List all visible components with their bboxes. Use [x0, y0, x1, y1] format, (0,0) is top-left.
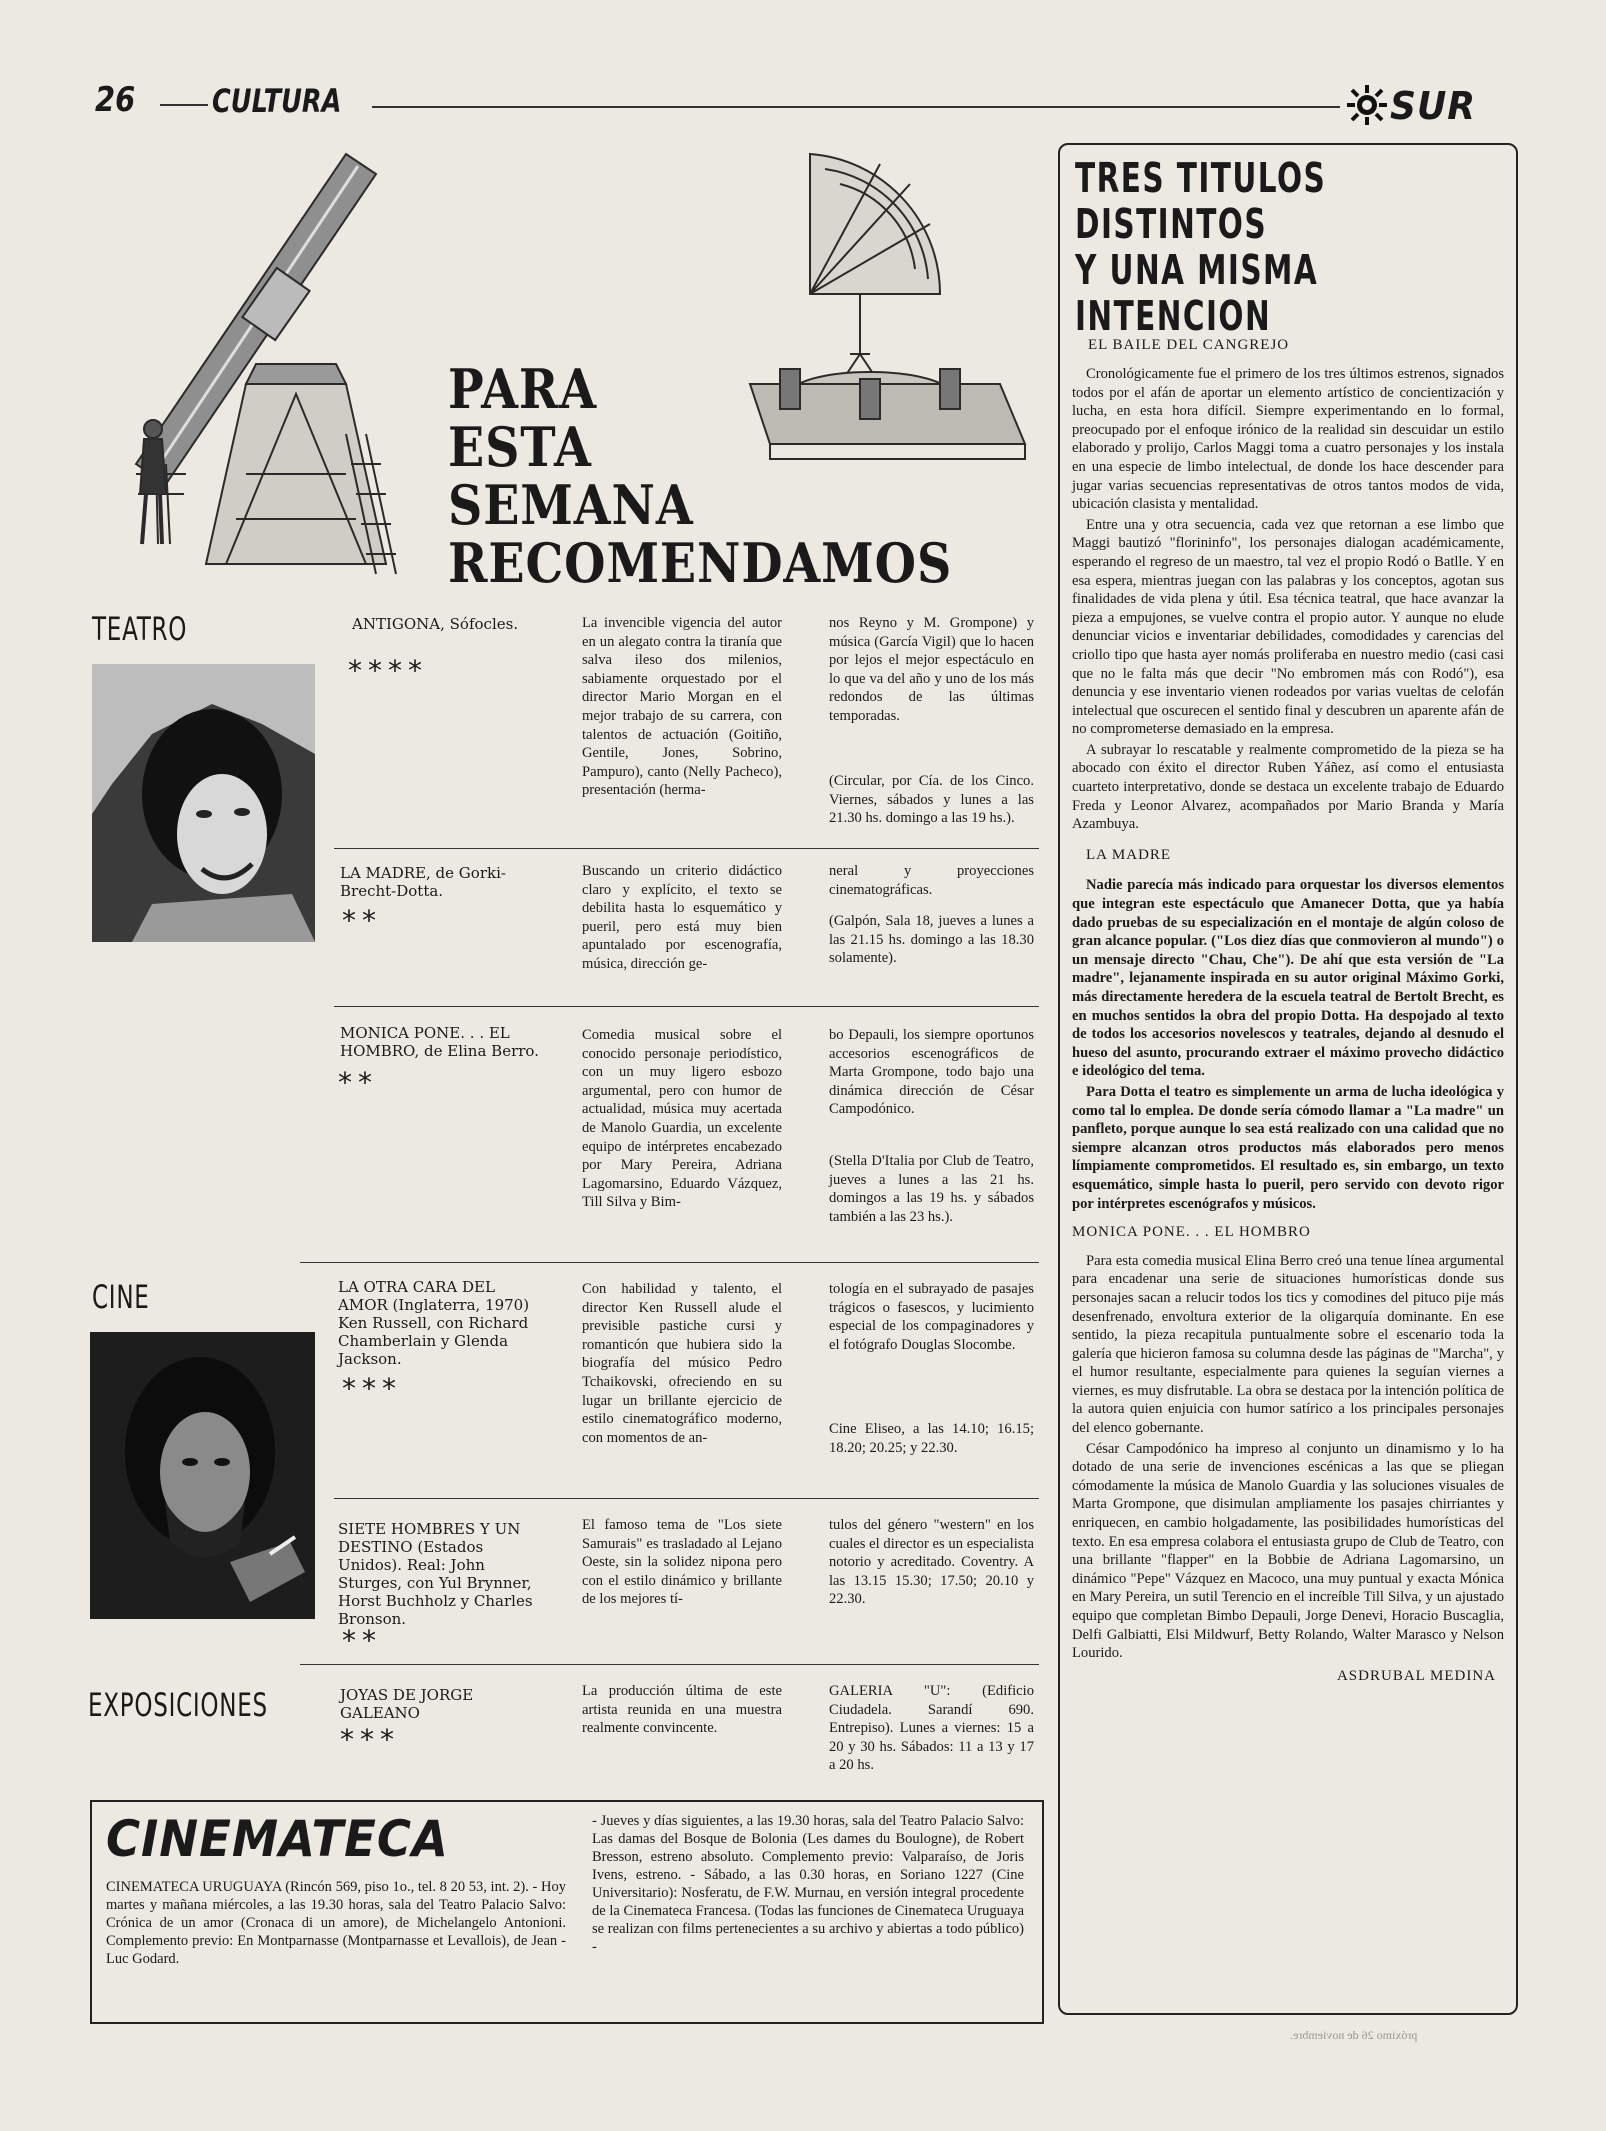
article-paragraph: Cronológicamente fue el primero de los tres últimos estrenos, signados todos por el afán de aportar un elemento artístico de concientización y lucha, en esta hora difícil. Siempre experimentando en lo formal, preocupado por el enfoque irónico de la realidad sin descuidar un estilo elaborado y prolijo, Carlos Maggi toma a cuatro personajes y los instala en una especie de limbo intelectual, de donde los hace descender para jugar varias secuencias representativas de otros tantos modos de vida, ubicación clasista y mentalidad.	[1072, 366, 1504, 513]
listing-title: LA MADRE, de Gorki-Brecht-Dotta.	[340, 864, 506, 900]
article-signature: ASDRUBAL MEDINA	[1336, 1667, 1496, 1684]
actress-photo	[92, 664, 315, 942]
article-box	[1058, 143, 1518, 2015]
listing-review-cont: bo Depauli, los siempre oportunos accesorios escenográficos de Marta Grompone, todo bajo una dinámica dirección de César Campodónico.	[829, 1027, 1034, 1118]
row-divider	[334, 1006, 1039, 1007]
listing-review-cont: tulos del género "western" en los cuales el director es un especialista notorio y acreditado. Coventry. A las 13.15 15.30; 17.50; 20.10 y 22.30.	[829, 1517, 1034, 1608]
header-rule	[372, 106, 1340, 108]
headline-line: PARA	[448, 357, 598, 421]
article-paragraph: Entre una y otra secuencia, cada vez que retornan a ese limbo que Maggi bautizó "florininfo", los personajes dialogan académicamente, esperando el regreso de un maestro, tal vez el propio Rodó o Batlle. Y en esa espera, mientras juegan con las palabras y los conceptos, agotan sus finalidades de vida plena y útil. Esa técnica teatral, que hace avanzar la pieza a empujones, se vuelve contra el propio autor. Y aunque no elude denunciar vicios e inventariar debilidades, comodidades y carencias del criollo tipo que hasta ayer nomás proliferaba en nuestro medio (casi casi que no le falta más que decir "No embromen más con Rodó"), esa denuncia y ese inventario vienen rodeados por varias vueltas de celofán intelectual que oscurecen el sentido final y descubren un aparente afán de no comprometerse demasiado en la empresa.	[1072, 516, 1504, 738]
listing-venue: Cine Eliseo, a las 14.10; 16.15; 18.20; 20.25; y 22.30.	[829, 1421, 1034, 1456]
listing-review: Buscando un criterio didáctico claro y explícito, el texto se debilita hasta lo esquemático y pueril, pero está muy bien apuntalado por escenografía, música, dirección ge-	[582, 863, 782, 972]
rating-stars: **	[338, 1066, 378, 1099]
listing-title: LA OTRA CARA DEL AMOR (Inglaterra, 1970) Ken Russell, con Richard Chamberlain y Glenda Jackson.	[338, 1278, 530, 1368]
rating-stars: **	[342, 904, 382, 937]
telescope-illustration	[96, 134, 406, 584]
row-divider	[334, 848, 1039, 849]
sun-logo-icon	[1346, 84, 1388, 126]
rating-stars: ****	[348, 654, 428, 687]
cinemateca-right: - Jueves y días siguientes, a las 19.30 horas, sala del Teatro Palacio Salvo: Las damas del Bosque de Bolonia (Les dames du Boulogne), de Robert Bresson, estreno absoluto. Complemento previo: Valparaíso, de Joris Ivens, estreno. - Sábado, a las 0.30 horas, en Soriano 1227 (Cine Universitario): Nosferatu, de F.W. Murnau, en versión integral procedente de la Cinemateca Francesa. (Todas las funciones de Cinemateca Uruguaya se realizan con films pertenecientes a su archivo y abiertas a todo público) -	[592, 1813, 1024, 1955]
listing-review: Comedia musical sobre el conocido personaje periodístico, con un muy ligero esbozo argumental, pero con humor de actualidad, música muy acertada de Manolo Guardia, un excelente equipo de intérpretes encabezado por Mary Pereira, Adriana Lagomarsino, Eduardo Vázquez, Till Silva y Bim-	[582, 1027, 782, 1211]
row-divider	[300, 1262, 1039, 1263]
article-subhead: EL BAILE DEL CANGREJO	[1088, 337, 1290, 353]
listing-review: El famoso tema de "Los siete Samurais" es trasladado al Lejano Oeste, sin la solidez nipona pero con el estilo dinámico y brillante de los mejores tí-	[582, 1517, 782, 1608]
listing-review: La producción última de este artista reunida en una muestra realmente convincente.	[582, 1683, 782, 1737]
rating-stars: ***	[340, 1723, 400, 1756]
listing-review: Con habilidad y talento, el director Ken Russell alude el previsible pastiche cursi y romanticón que hubiera sido la biografía del músico Pedro Tchaikovski, ofreciendo en su lugar un brillante ejercicio de estilo cinematográfico moderno, con momentos de an-	[582, 1281, 782, 1446]
cinemateca-title: CINEMATECA	[106, 1810, 449, 1868]
rating-stars: **	[342, 1624, 382, 1657]
article-paragraph: Para Dotta el teatro es simplemente un arma de lucha ideológica y como tal lo emplea. De donde sería cómodo llamar a "La madre" un panfleto, porque aunque lo sea está realizado con una calidad que no siempre alcanzan otros productos más elaborados pero menos límpiamente comprometidos. El resultado es, sin embargo, un texto esquemático, simple hasta lo pueril, pero servido con devoto rigor por intérpretes escenógrafos y músicos.	[1072, 1083, 1504, 1212]
listing-review-cont: nos Reyno y M. Grompone) y música (García Vigil) que lo hacen por lejos el mejor espectáculo en lo que va del año y uno de los más redondos de las últimas temporadas.	[829, 615, 1034, 724]
article-title-line: TRES TITULOS	[1075, 154, 1327, 202]
listing-title: JOYAS DE JORGE GALEANO	[340, 1686, 474, 1722]
article-paragraph: César Campodónico ha impreso al conjunto un dinamismo y lo ha dotado de una serie de invenciones escénicas a las que se pliegan cómodamente la música de Manolo Guardia y las soluciones visuales de Marta Grompone, que disimulan ampliamente los pasajes chirriantes y enriquecen, en cambio holgadamente, las posibilidades humorísticas del texto. En esa empresa colabora el entusiasta grupo de Club de Teatro, con una brillante "flapper" en la Bobbie de Adriana Lagomarsino, un dinámico "Pepe" Vázquez en Macoco, una muy puntual y exacta Mónica en Mary Pereira, un sutil Terencio en el increíble Till Silva, y un ajustado equipo que completan Bimbo Depauli, Jorge Denevi, Horacio Buscaglia, Delfi Galbiatti, Elsi Mildwurf, Betty Rolando, Walter Marasco y Nelson Lourido.	[1072, 1440, 1504, 1662]
article-paragraph: Para esta comedia musical Elina Berro creó una tenue línea argumental para encadenar una serie de situaciones humorísticas donde sus personajes sacan a relucir todos los tics y comodines del pituco pije más desenfrenado, envoltura exterior de la oligarquía dominante. En ese sentido, la pieza recapitula puntualmente sobre el escenario toda la galería que hicieron famosa su columna desde las páginas de "Marcha", y el humor resultante, especialmente para quienes la seguían viernes a viernes, es muy disfrutable. La obra se destaca por la intención política de la autora quien enjuicia con humor satírico a los principales personajes del elenco gobernante.	[1072, 1252, 1504, 1437]
listing-venue: (Galpón, Sala 18, jueves a lunes a las 21.15 hs. domingo a las 18.30 solamente).	[829, 913, 1034, 967]
article-paragraph: Nadie parecía más indicado para orquestar los diversos elementos que integran este espectáculo que Amanecer Dotta, que ya había dado pruebas de su especialización en el montaje de algún coloso de gran alcance popular. ("Los diez días que conmovieron al mundo") o un mensaje directo "Chau, Che"). De ahí que esta versión de "La madre", lejanamente inspirada en su autor original Máximo Gorki, más directamente heredera de la escuela teatral de Bertolt Brecht, es en muchos sentidos la obra del propio Dotta. Ha despojado al texto de todos los accesorios novelescos y teatrales, dejando al desnudo el hueso del asunto, procurando extraer el máximo provecho didáctico e ideológico del tema.	[1072, 877, 1504, 1080]
article-body	[1072, 365, 1504, 1685]
article-title-line: DISTINTOS	[1075, 200, 1268, 248]
article-title-line: INTENCION	[1075, 292, 1272, 340]
actor-photo	[90, 1332, 315, 1619]
article-subhead: LA MADRE	[1086, 846, 1172, 863]
cinemateca-box	[90, 1800, 1044, 2024]
listing-title: MONICA PONE. . . EL HOMBRO, de Elina Berro.	[340, 1024, 539, 1060]
brand-logo: SUR	[1390, 84, 1476, 128]
article-paragraph: A subrayar lo rescatable y realmente comprometido de la pieza se ha abocado con éxito el director Ruben Yáñez, así como el entusiasta cuarteto interpretativo, donde se destaca un excelente trabajo de Eduardo Freda y Leonor Alvarez, acompañados por Mario Branda y María Azambuya.	[1072, 741, 1504, 833]
listing-title: ANTIGONA, Sófocles.	[352, 615, 519, 633]
article-subhead: MONICA PONE. . . EL HOMBRO	[1072, 1224, 1311, 1241]
section-title: CULTURA	[212, 82, 342, 120]
article-title-line: Y UNA MISMA	[1075, 246, 1319, 294]
rating-stars: ***	[342, 1372, 402, 1405]
category-cine: CINE	[92, 1278, 150, 1316]
headline-line: ESTA	[448, 415, 592, 479]
listing-title: SIETE HOMBRES Y UN DESTINO (Estados Unidos). Real: John Sturges, con Yul Brynner, Horst Buchholz y Charles Bronson.	[338, 1520, 533, 1628]
headline-line: SEMANA	[448, 473, 694, 537]
listing-review: La invencible vigencia del autor en un alegato contra la tiranía que salva ileso dos milenios, sabiamente orquestado por el director Mario Morgan en el mejor trabajo de su carrera, con talentos de actuación (Goitiño, Gentile, Jones, Sobrino, Pampuro), canto (Nelly Pacheco), presentación (herma-	[582, 615, 782, 799]
listing-review-cont: neral y proyecciones cinematográficas.	[829, 863, 1034, 898]
category-exposiciones: EXPOSICIONES	[88, 1686, 268, 1724]
listing-venue: GALERIA "U": (Edificio Ciudadela. Sarandí 690. Entrepiso). Lunes a viernes: 15 a 20 y 30 hs. Sábados: 11 a 13 y 17 a 20 hs.	[829, 1683, 1034, 1774]
category-teatro: TEATRO	[92, 610, 188, 648]
listing-review-cont: tología en el subrayado de pasajes trágicos o fasescos, y lucimiento especial de los compaginadores y el fotógrafo Douglas Slocombe.	[829, 1281, 1034, 1353]
footer-note: próximo 26 de noviembre.	[1290, 2028, 1418, 2042]
listing-venue: (Circular, por Cía. de los Cinco. Viernes, sábados y lunes a las 21.30 hs. domingo a las 19 hs.).	[829, 773, 1034, 827]
article-title	[1075, 155, 1505, 339]
row-divider	[300, 1664, 1039, 1665]
row-divider	[334, 1498, 1039, 1499]
headline	[448, 357, 1048, 595]
page-number: 26	[95, 80, 136, 120]
cinemateca-left: CINEMATECA URUGUAYA (Rincón 569, piso 1o., tel. 8 20 53, int. 2). - Hoy martes y mañana miércoles, a las 19.30 horas, sala del Teatro Palacio Salvo: Crónica de un amor (Cronaca di un amore), de Michelangelo Antonioni. Complemento previo: En Montparnasse (Montparnasse et Levallois), de Jean - Luc Godard.	[106, 1879, 566, 1967]
headline-line: RECOMENDAMOS	[448, 531, 953, 595]
header-rule-short	[160, 104, 208, 106]
listing-venue: (Stella D'Italia por Club de Teatro, jueves a lunes a las 21 hs. domingos a las 19 hs. y sábados también a las 23 hs.).	[829, 1153, 1034, 1225]
